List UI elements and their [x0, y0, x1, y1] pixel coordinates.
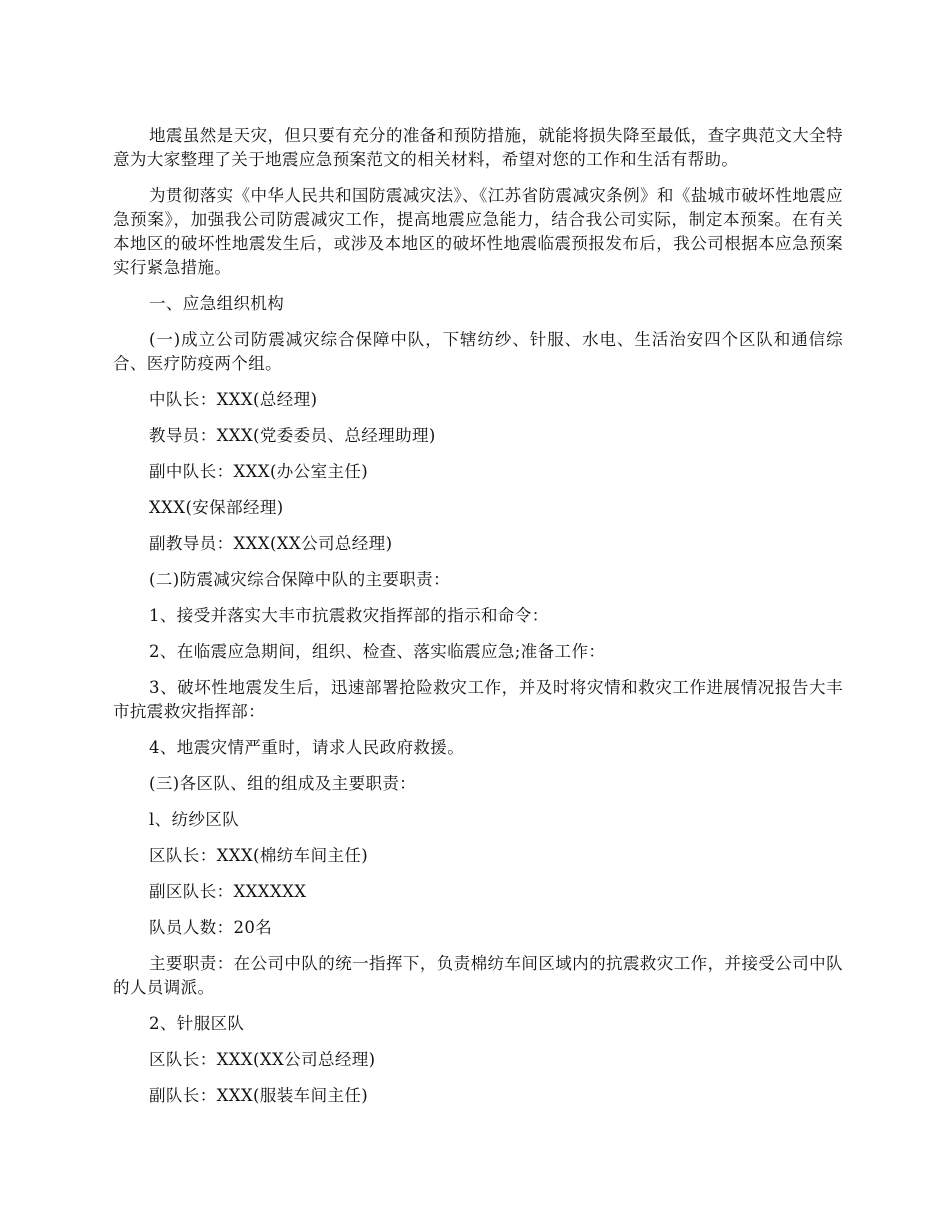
- roster-line: 副队长：XXX(服装车间主任): [149, 1086, 369, 1105]
- roster-line: 教导员：XXX(党委委员、总经理助理): [149, 426, 436, 445]
- roster-line: 中队长：XXX(总经理): [149, 390, 318, 409]
- roster-line: 队员人数：20名: [149, 918, 273, 937]
- subsection-heading: (三)各区队、组的组成及主要职责：: [149, 774, 417, 793]
- duty-item: 3、破坏性地震发生后，迅速部署抢险救灾工作，并及时将灾情和救灾工作进展情况报告大丰市抗震救灾指挥部：: [113, 678, 843, 721]
- intro-paragraph: 地震虽然是天灾，但只要有充分的准备和预防措施，就能将损失降至最低，查字典范文大全特意为大家整理了关于地震应急预案范文的相关材料，希望对您的工作和生活有帮助。: [113, 126, 843, 169]
- roster-line: 副区队长：XXXXXX: [149, 882, 307, 901]
- roster-line: 副教导员：XXX(XX公司总经理): [149, 534, 393, 553]
- purpose-paragraph: 为贯彻落实《中华人民共和国防震减灾法》、《江苏省防震减灾条例》和《盐城市破坏性地震应急预案》，加强我公司防震减灾工作，提高地震应急能力，结合我公司实际，制定本预案。在有关本地区的破坏性地震发生后，或涉及本地区的破坏性地震临震预报发布后，我公司根据本应急预案实行紧急措施。: [113, 186, 843, 277]
- duty-item: 4、地震灾情严重时，请求人民政府救援。: [149, 738, 465, 757]
- duty-paragraph: 主要职责：在公司中队的统一指挥下，负责棉纺车间区域内的抗震救灾工作，并接受公司中队的人员调派。: [113, 954, 843, 997]
- roster-line: 区队长：XXX(棉纺车间主任): [149, 846, 369, 865]
- document-body: [113, 124, 843, 1120]
- duty-item: 1、接受并落实大丰市抗震救灾指挥部的指示和命令：: [149, 606, 549, 625]
- team-heading: l、纺纱区队: [149, 810, 240, 829]
- subsection-heading: (二)防震减灾综合保障中队的主要职责：: [149, 570, 450, 589]
- subsection-paragraph: (一)成立公司防震减灾综合保障中队，下辖纺纱、针服、水电、生活治安四个区队和通信综合、医疗防疫两个组。: [113, 330, 843, 373]
- team-heading: 2、针服区队: [149, 1014, 245, 1033]
- section-heading-organization: 一、应急组织机构: [149, 294, 285, 313]
- duty-item: 2、在临震应急期间，组织、检查、落实临震应急;准备工作：: [149, 642, 606, 661]
- roster-line: 区队长：XXX(XX公司总经理): [149, 1050, 376, 1069]
- roster-line: 副中队长：XXX(办公室主任): [149, 462, 369, 481]
- roster-line: XXX(安保部经理): [149, 498, 284, 517]
